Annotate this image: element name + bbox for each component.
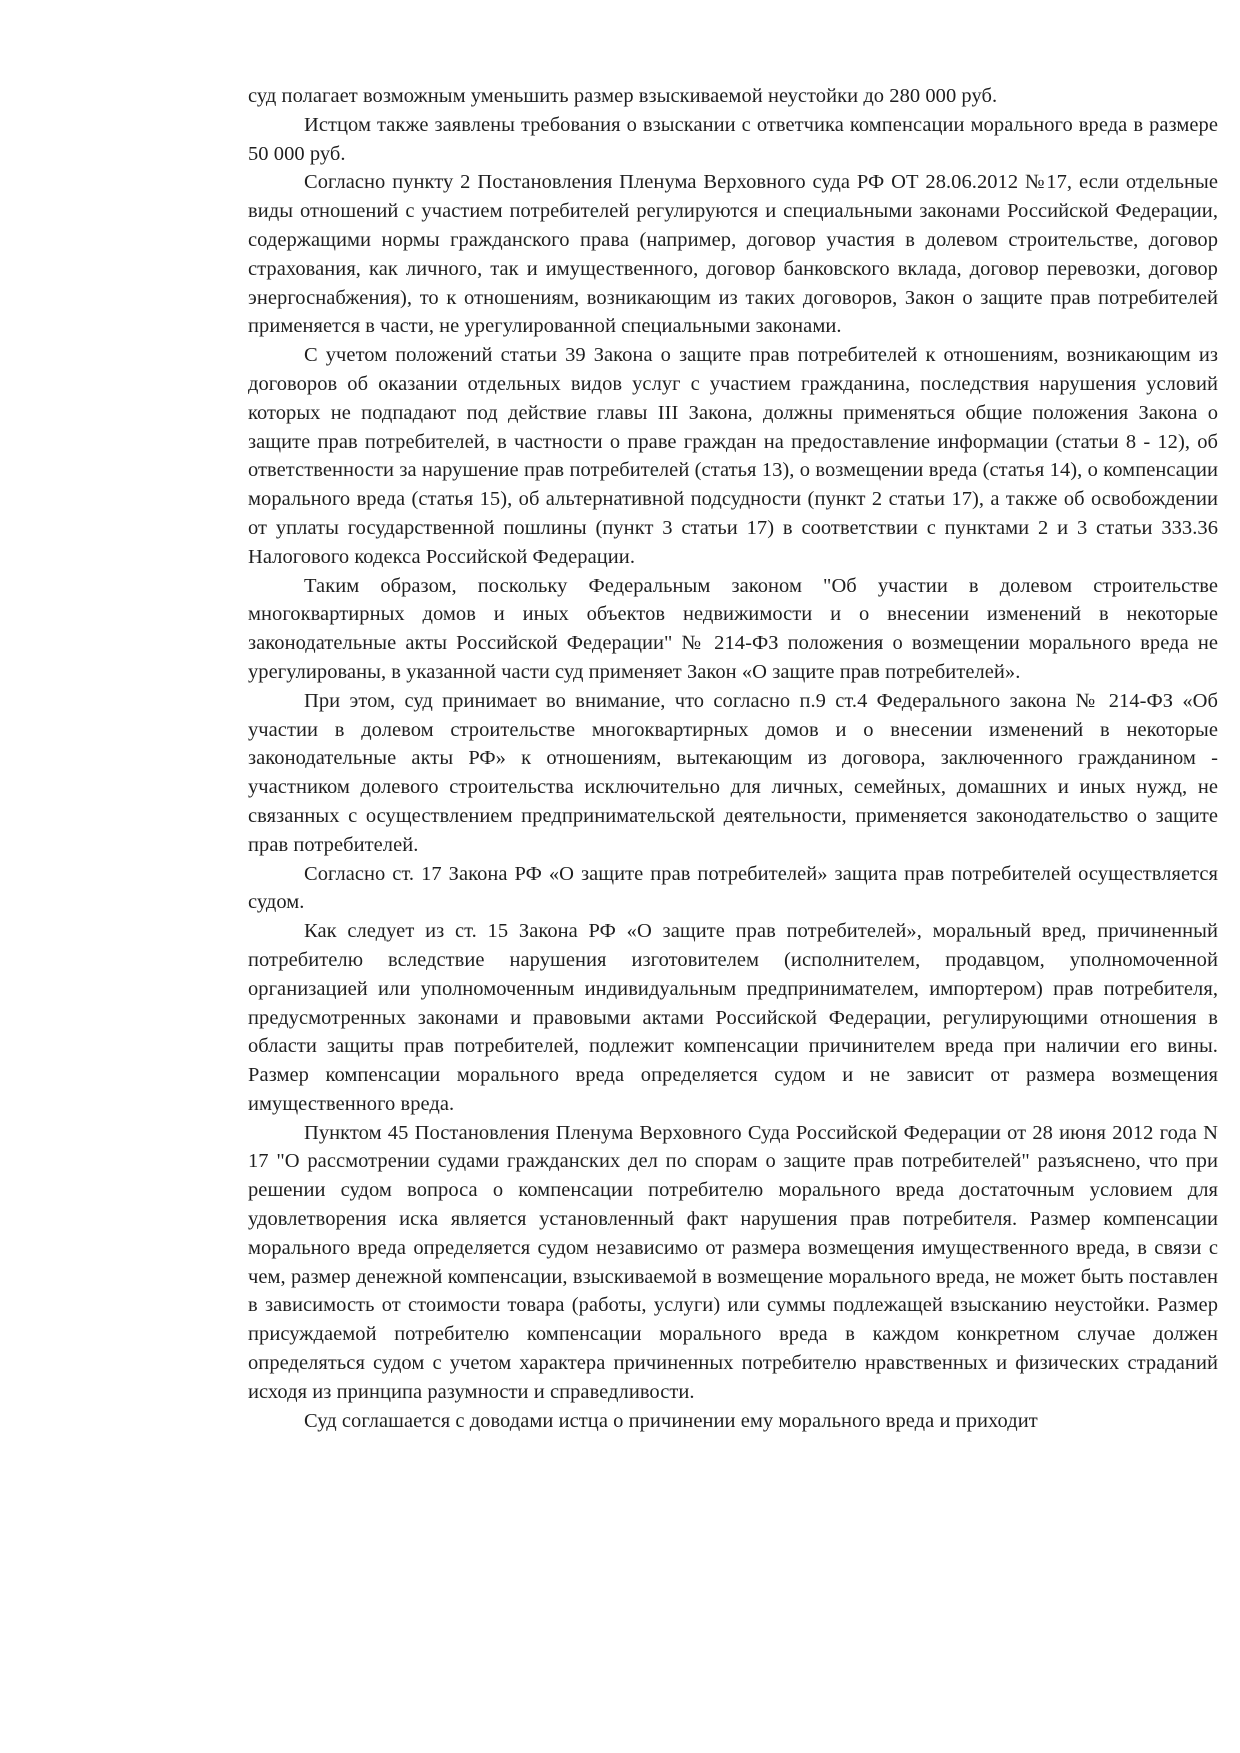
paragraph-plenum-point-2: Согласно пункту 2 Постановления Пленума Верховного суда РФ ОТ 28.06.2012 №17, если отдельные виды отношений с участием потребителей регулируются и специальными законами Российской Федерации, содержащими нормы гражданского права (например, договор участия в долевом строительстве, договор страхования, как личного, так и имущественного, договор банковского вклада, договор перевозки, договор энергоснабжения), то к отношениям, возникающим из таких договоров, Закон о защите прав потребителей применяется в части, не урегулированной специальными законами.	[248, 171, 1218, 338]
paragraph-article-39: С учетом положений статьи 39 Закона о защите прав потребителей к отношениям, возникающим из договоров об оказании отдельных видов услуг с участием гражданина, последствия нарушения условий которых не подпадают под действие главы III Закона, должны применяться общие положения Закона о защите прав потребителей, в частности о праве граждан на предоставление информации (статьи 8 - 12), об ответственности за нарушение прав потребителей (статья 13), о возмещении вреда (статья 14), о компенсации морального вреда (статья 15), об альтернативной подсудности (пункт 2 статьи 17), а также об освобождении от уплаты государственной пошлины (пункт 3 статьи 17) в соответствии с пунктами 2 и 3 статьи 333.36 Налогового кодекса Российской Федерации.	[248, 344, 1218, 568]
paragraph-moral-damage-claim: Истцом также заявлены требования о взыскании с ответчика компенсации морального вреда в размере 50 000 руб.	[248, 113, 1218, 165]
document-page	[248, 82, 1218, 1435]
paragraph-article-4-point-9: При этом, суд принимает во внимание, что согласно п.9 ст.4 Федерального закона № 214-ФЗ «Об участии в долевом строительстве многоквартирных домов и о внесении изменений в некоторые законодательные акты РФ» к отношениям, вытекающим из договора, заключенного гражданином - участником долевого строительства исключительно для личных, семейных, домашних и иных нужд, не связанных с осуществлением предпринимательской деятельности, применяется законодательство о защите прав потребителей.	[248, 689, 1218, 856]
paragraph-article-15: Как следует из ст. 15 Закона РФ «О защите прав потребителей», моральный вред, причиненный потребителю вследствие нарушения изготовителем (исполнителем, продавцом, уполномоченной организацией или уполномоченным индивидуальным предпринимателем, импортером) прав потребителя, предусмотренных законами и правовыми актами Российской Федерации, регулирующими отношения в области защиты прав потребителей, подлежит компенсации причинителем вреда при наличии его вины. Размер компенсации морального вреда определяется судом и не зависит от размера возмещения имущественного вреда.	[248, 920, 1218, 1115]
paragraph-federal-law-214: Таким образом, поскольку Федеральным законом "Об участии в долевом строительстве многоквартирных домов и иных объектов недвижимости и о внесении изменений в некоторые законодательные акты Российской Федерации" № 214-ФЗ положения о возмещении морального вреда не урегулированы, в указанной части суд применяет Закон «О защите прав потребителей».	[248, 574, 1218, 683]
paragraph-plenum-point-45: Пунктом 45 Постановления Пленума Верховного Суда Российской Федерации от 28 июня 2012 года N 17 "О рассмотрении судами гражданских дел по спорам о защите прав потребителей" разъяснено, что при решении судом вопроса о компенсации потребителю морального вреда достаточным условием для удовлетворения иска является установленный факт нарушения прав потребителя. Размер компенсации морального вреда определяется судом независимо от размера возмещения имущественного вреда, в связи с чем, размер денежной компенсации, взыскиваемой в возмещение морального вреда, не может быть поставлен в зависимость от стоимости товара (работы, услуги) или суммы подлежащей взысканию неустойки. Размер присуждаемой потребителю компенсации морального вреда в каждом конкретном случае должен определяться судом с учетом характера причиненных потребителю нравственных и физических страданий исходя из принципа разумности и справедливости.	[248, 1121, 1218, 1403]
paragraph-article-17: Согласно ст. 17 Закона РФ «О защите прав потребителей» защита прав потребителей осуществляется судом.	[248, 862, 1218, 914]
paragraph-continuation: суд полагает возможным уменьшить размер взыскиваемой неустойки до 280 000 руб.	[248, 85, 998, 107]
paragraph-court-conclusion: Суд соглашается с доводами истца о причинении ему морального вреда и приходит	[304, 1409, 1038, 1432]
